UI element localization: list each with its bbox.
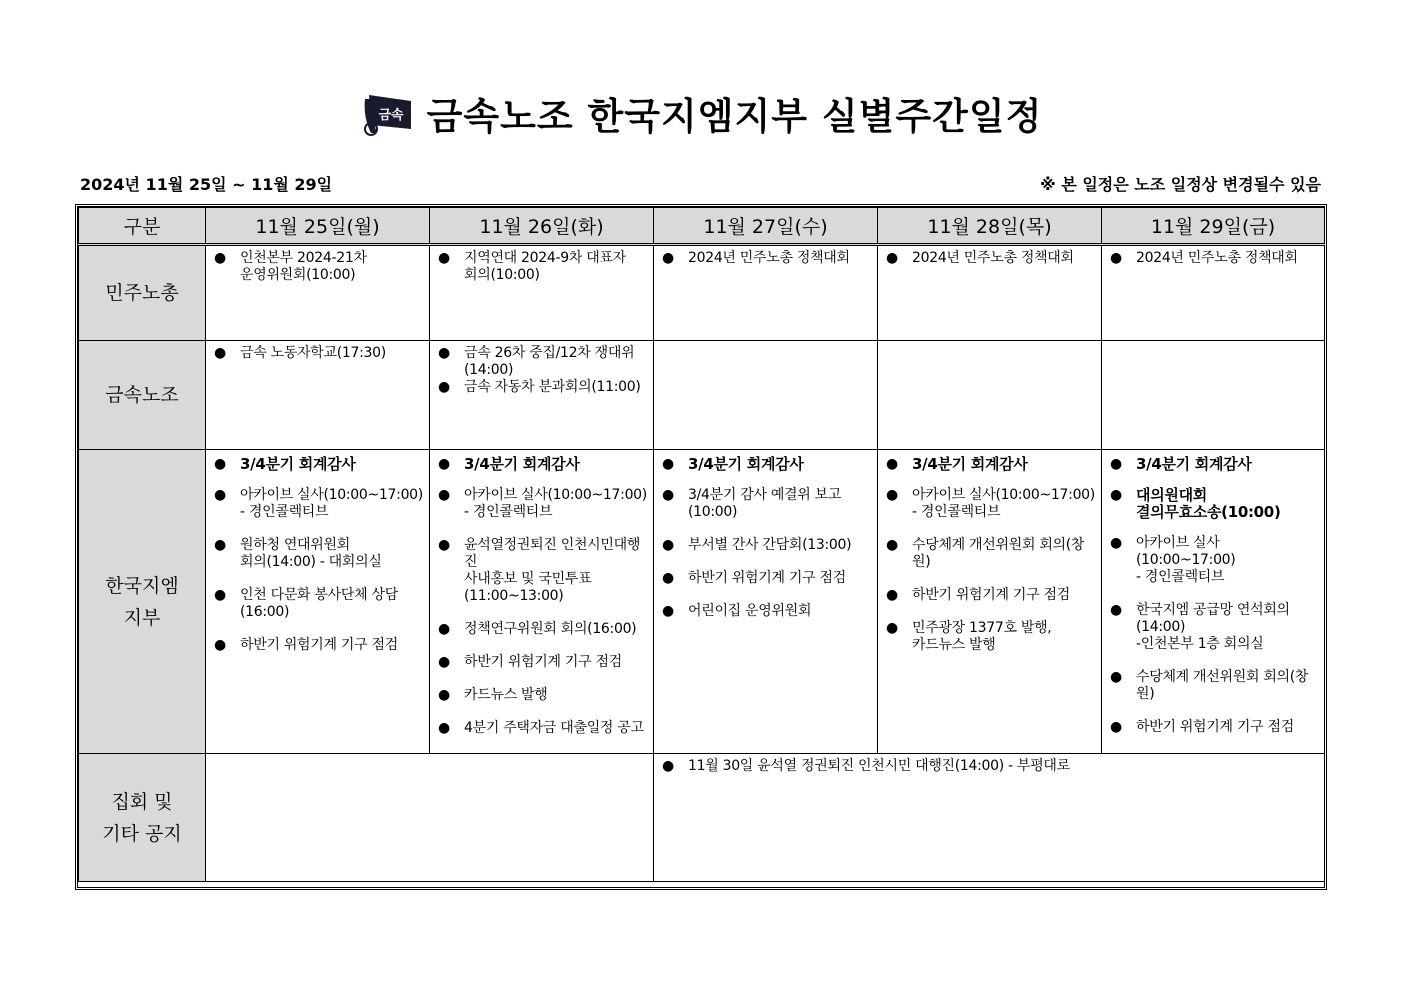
schedule-row xyxy=(79,754,1325,882)
event-item xyxy=(662,537,871,554)
event-text: ● 인천 다문화 봉사단체 상담(16:00) xyxy=(240,587,398,620)
event-item xyxy=(214,456,423,473)
event-text: ● 수당체계 개선위원회 회의(창원) xyxy=(1136,669,1309,702)
schedule-row xyxy=(79,450,1325,754)
event-item xyxy=(214,537,423,571)
header-day-tue: 11월 26일(화) xyxy=(430,208,654,245)
event-item xyxy=(214,345,423,362)
event-list xyxy=(878,246,1101,267)
event-list xyxy=(206,246,429,284)
event-text: ● 3/4분기 회계감사 xyxy=(912,455,1028,473)
event-text: 사내홍보 및 국민투표 xyxy=(464,571,592,587)
event-text: ● 4분기 주택자금 대출일정 공고 xyxy=(464,720,644,736)
event-text: ● 아카이브 실사(10:00~17:00) xyxy=(464,487,647,503)
event-text: ● 2024년 민주노총 정책대회 xyxy=(1136,250,1298,266)
day-cell-mon xyxy=(206,245,430,341)
category-cell xyxy=(79,450,206,754)
event-list xyxy=(878,450,1101,654)
header-day-thu: 11월 28일(목) xyxy=(878,208,1102,245)
event-text: ● 아카이브 실사(10:00~17:00) xyxy=(240,487,423,503)
event-text: ● 3/4분기 감사 예결위 보고(10:00) xyxy=(688,487,842,520)
day-cell-wed xyxy=(654,450,878,754)
event-text: ● 민주광장 1377호 발행, xyxy=(912,620,1052,636)
event-item xyxy=(662,603,871,620)
category-cell xyxy=(79,754,206,882)
event-text: ● 금속 26차 중집/12차 쟁대위 xyxy=(464,345,635,361)
event-item xyxy=(1110,487,1318,521)
schedule-row xyxy=(79,341,1325,450)
notice-cell-left xyxy=(206,754,654,882)
event-text: ● 하반기 위험기계 기구 점검 xyxy=(912,587,1070,603)
event-item xyxy=(214,587,423,621)
day-cell-fri xyxy=(1102,245,1325,341)
day-cell-tue xyxy=(430,450,654,754)
event-text: ● 어린이집 운영위원회 xyxy=(688,603,812,619)
event-text: (11:00~13:00) xyxy=(464,588,564,604)
event-text: ● 원하청 연대위원회 xyxy=(240,537,350,553)
event-item xyxy=(1110,719,1318,736)
union-logo-icon xyxy=(361,89,413,137)
header-day-wed: 11월 27일(수) xyxy=(654,208,878,245)
event-list xyxy=(654,341,877,345)
event-list xyxy=(1102,450,1324,736)
day-cell-mon xyxy=(206,341,430,450)
event-item xyxy=(1110,250,1318,267)
event-text: ● 하반기 위험기계 기구 점검 xyxy=(1136,719,1294,735)
header-day-mon: 11월 25일(월) xyxy=(206,208,430,245)
schedule-table xyxy=(78,207,1325,882)
event-text: 카드뉴스 발행 xyxy=(912,637,996,653)
event-item xyxy=(886,456,1095,473)
event-item xyxy=(886,587,1095,604)
event-item xyxy=(438,487,647,521)
event-text: - 경인콜렉티브 xyxy=(1136,569,1225,585)
event-item xyxy=(438,621,647,638)
event-item xyxy=(886,250,1095,267)
event-text: ● 11월 30일 윤석열 정권퇴진 인천시민 대행진(14:00) - 부평대로 xyxy=(688,758,1070,774)
event-text: - 경인콜렉티브 xyxy=(912,504,1001,520)
event-item xyxy=(1110,535,1318,586)
event-text: 운영위원회(10:00) xyxy=(240,267,356,283)
event-item xyxy=(438,379,647,396)
event-list xyxy=(654,754,1324,775)
day-cell-fri xyxy=(1102,450,1325,754)
day-cell-thu xyxy=(878,341,1102,450)
schedule-notice: ※ 본 일정은 노조 일정상 변경될수 있음 xyxy=(1040,175,1321,194)
event-text: ● 하반기 위험기계 기구 점검 xyxy=(688,570,846,586)
header-category: 구분 xyxy=(79,208,206,245)
event-text: ● 정책연구위원회 회의(16:00) xyxy=(464,621,637,637)
day-cell-thu xyxy=(878,450,1102,754)
event-text: ● 아카이브 실사(10:00~17:00) xyxy=(1136,535,1236,568)
event-text: ● 수당체계 개선위원회 회의(창원) xyxy=(912,537,1085,570)
event-text: ● 윤석열정권퇴진 인천시민대행진 xyxy=(464,537,641,570)
event-text: ● 금속 자동차 분과회의(11:00) xyxy=(464,379,641,395)
event-list xyxy=(1102,341,1324,345)
event-item xyxy=(1110,602,1318,653)
event-text: ● 지역연대 2024-9차 대표자 xyxy=(464,250,626,266)
date-range: 2024년 11월 25일 ~ 11월 29일 xyxy=(80,175,333,194)
day-cell-wed xyxy=(654,245,878,341)
event-list xyxy=(206,450,429,654)
event-text: ● 2024년 민주노총 정책대회 xyxy=(912,250,1074,266)
event-item xyxy=(886,487,1095,521)
event-item xyxy=(662,570,871,587)
day-cell-wed xyxy=(654,341,878,450)
event-item xyxy=(438,687,647,704)
event-list xyxy=(206,754,653,758)
event-item xyxy=(438,456,647,473)
event-text: ● 3/4분기 회계감사 xyxy=(688,455,804,473)
notice-cell-right xyxy=(654,754,1325,882)
event-item xyxy=(662,758,1318,775)
event-item xyxy=(214,487,423,521)
event-text: ● 2024년 민주노총 정책대회 xyxy=(688,250,850,266)
day-cell-tue xyxy=(430,245,654,341)
event-text: ● 3/4분기 회계감사 xyxy=(464,455,580,473)
event-text: ● 인천본부 2024-21차 xyxy=(240,250,367,266)
event-text: - 경인콜렉티브 xyxy=(240,504,329,520)
event-item xyxy=(662,456,871,473)
event-text: 회의(10:00) xyxy=(464,267,540,283)
event-item xyxy=(1110,456,1318,473)
page-title: 금속노조 한국지엠지부 실별주간일정 xyxy=(426,95,1043,138)
event-item xyxy=(438,720,647,737)
category-line: 지부 xyxy=(123,606,161,629)
category-line: 집회 및 xyxy=(111,790,173,813)
event-text: ● 대의원대회 xyxy=(1136,486,1207,504)
day-cell-thu xyxy=(878,245,1102,341)
event-text: (14:00) xyxy=(464,362,514,378)
event-text: ● 3/4분기 회계감사 xyxy=(240,455,356,473)
event-text: ● 부서별 간사 간담회(13:00) xyxy=(688,537,852,553)
event-list xyxy=(206,341,429,362)
event-item xyxy=(438,654,647,671)
schedule-row xyxy=(79,245,1325,341)
day-cell-fri xyxy=(1102,341,1325,450)
title-area xyxy=(0,88,1403,138)
event-text: ● 하반기 위험기계 기구 점검 xyxy=(464,654,622,670)
event-item xyxy=(214,250,423,284)
event-text: ● 한국지엠 공급망 연석회의(14:00) xyxy=(1136,602,1290,635)
event-text: ● 카드뉴스 발행 xyxy=(464,687,548,703)
category-cell: 민주노총 xyxy=(79,245,206,341)
event-list xyxy=(430,341,653,396)
event-item xyxy=(1110,669,1318,703)
category-line: 한국지엠 xyxy=(105,574,179,597)
event-text: ● 금속 노동자학교(17:30) xyxy=(240,345,386,361)
event-list xyxy=(878,341,1101,345)
event-item xyxy=(214,637,423,654)
category-line: 기타 공지 xyxy=(102,822,182,845)
event-text: ● 하반기 위험기계 기구 점검 xyxy=(240,637,398,653)
event-item xyxy=(886,537,1095,571)
event-text: 회의(14:00) - 대회의실 xyxy=(240,554,382,570)
event-list xyxy=(430,450,653,737)
day-cell-mon xyxy=(206,450,430,754)
event-text: ● 아카이브 실사(10:00~17:00) xyxy=(912,487,1095,503)
event-text: 결의무효소송(10:00) xyxy=(1136,503,1281,521)
schedule-table-frame xyxy=(75,204,1327,890)
event-item xyxy=(438,250,647,284)
event-list xyxy=(430,246,653,284)
event-item xyxy=(438,345,647,379)
event-list xyxy=(654,450,877,620)
event-text: -인천본부 1층 회의실 xyxy=(1136,636,1264,652)
event-item xyxy=(886,620,1095,654)
header-row xyxy=(79,208,1325,245)
event-item xyxy=(662,250,871,267)
svg-text:금속: 금속 xyxy=(378,108,404,123)
event-item xyxy=(438,537,647,605)
day-cell-tue xyxy=(430,341,654,450)
event-list xyxy=(1102,246,1324,267)
event-text: - 경인콜렉티브 xyxy=(464,504,553,520)
event-item xyxy=(662,487,871,521)
event-text: ● 3/4분기 회계감사 xyxy=(1136,455,1252,473)
header-day-fri: 11월 29일(금) xyxy=(1102,208,1325,245)
event-list xyxy=(654,246,877,267)
category-cell: 금속노조 xyxy=(79,341,206,450)
